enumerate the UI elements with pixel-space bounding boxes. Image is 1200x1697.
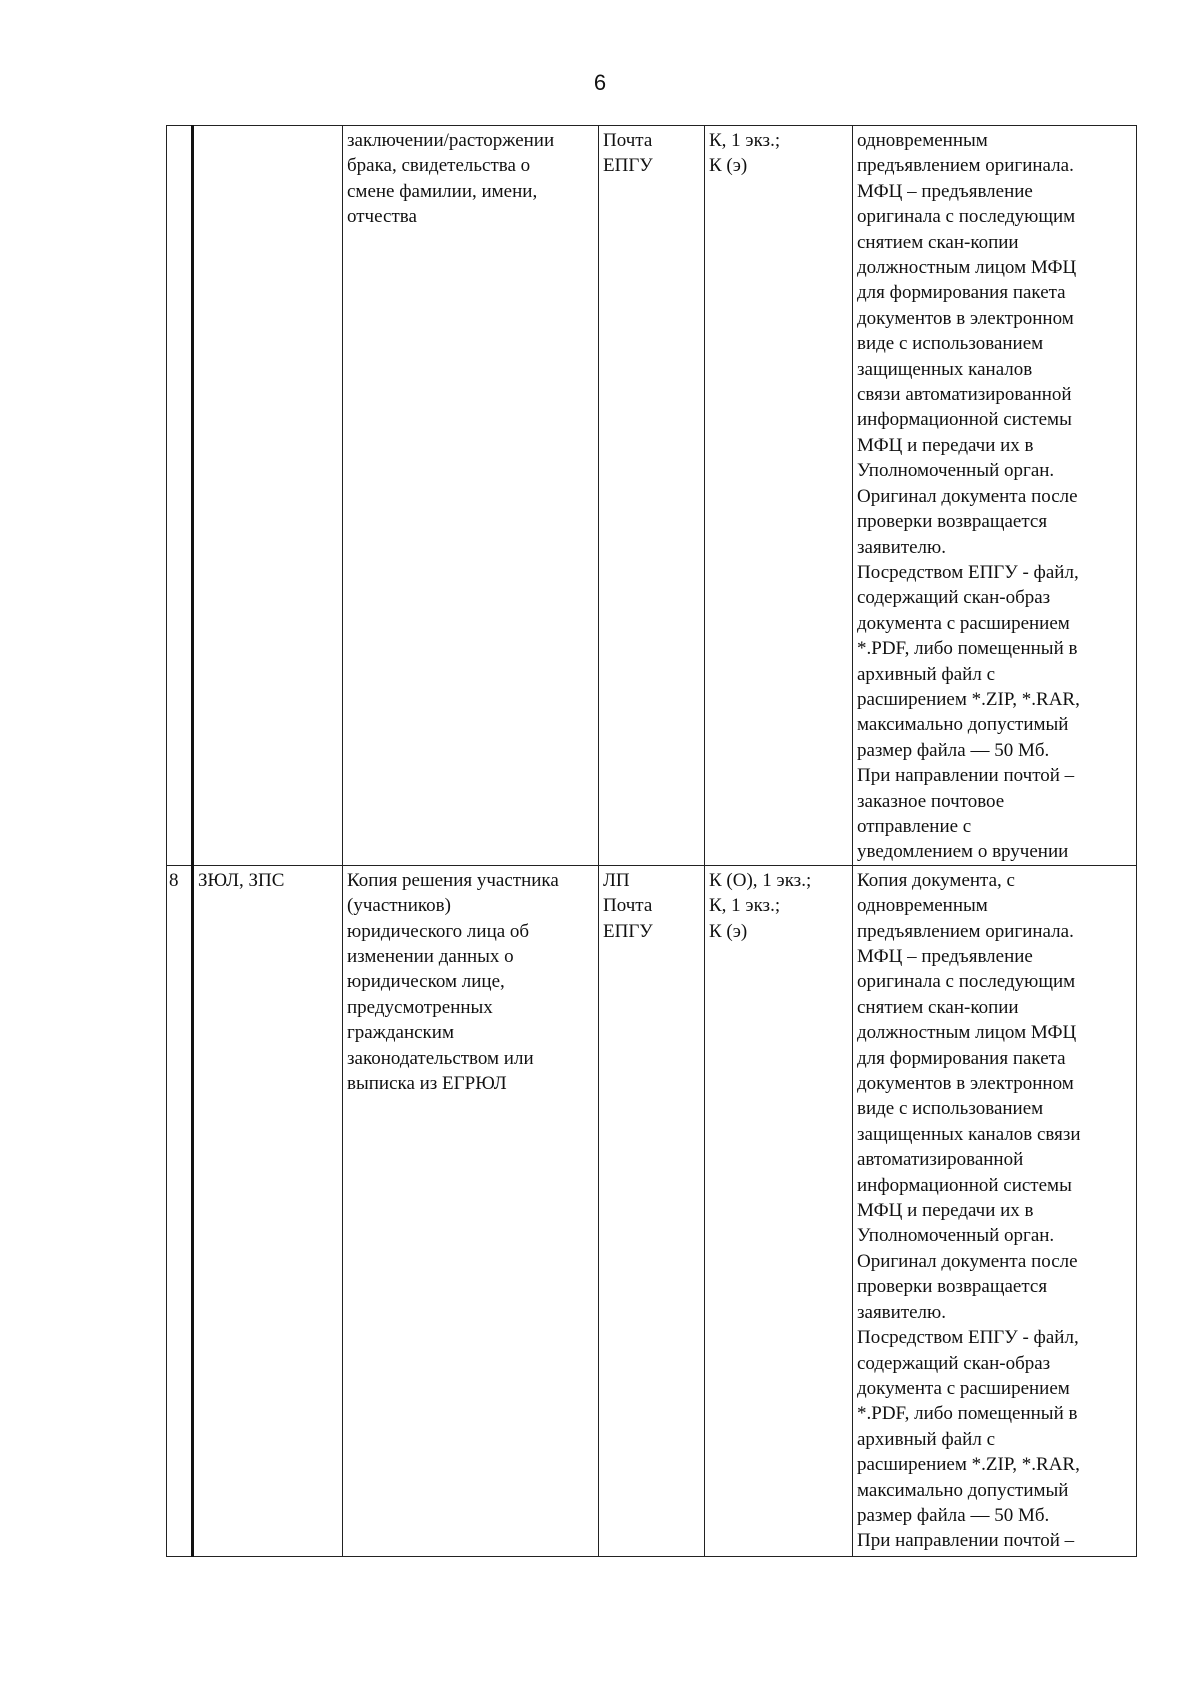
cell-text-line: выписка из ЕГРЮЛ	[347, 1073, 507, 1095]
cell-text-line: архивный файл с	[857, 663, 996, 685]
cell-text-line: Копия документа, с	[857, 869, 1015, 891]
cell-text-line: информационной системы	[857, 1174, 1072, 1196]
table-row	[167, 126, 1137, 866]
row-number-cell	[167, 865, 193, 1556]
cell-text-line: документа с расширением	[857, 612, 1070, 634]
cell-text-line: заявителю.	[857, 1301, 946, 1323]
cell-text-line: проверки возвращается	[857, 1276, 1048, 1298]
cell-text-line: предъявлением оригинала.	[857, 920, 1074, 942]
cell-text-line: МФЦ – предъявление	[857, 180, 1033, 202]
cell-text-line: расширением *.ZIP, *.RAR,	[857, 688, 1080, 710]
cell-text-line: Почта	[603, 130, 653, 151]
cell-text-line: Почта	[603, 895, 653, 917]
cell-text-line: оригинала с последующим	[857, 971, 1076, 993]
cell-text-line: документов в электронном	[857, 307, 1074, 329]
applicant-cell	[193, 126, 343, 866]
cell-text-line: одновременным	[857, 895, 988, 917]
cell-text-line: размер файла — 50 Мб.	[857, 739, 1050, 761]
form-cell	[705, 126, 853, 866]
cell-text-line: связи автоматизированной	[857, 384, 1072, 406]
cell-text-line: информационной системы	[857, 409, 1072, 431]
cell-text-line: *.PDF, либо помещенный в	[857, 638, 1078, 660]
cell-text-line: предусмотренных	[347, 996, 493, 1018]
cell-text-line: законодательством или	[347, 1047, 534, 1069]
cell-text-line: автоматизированной	[857, 1149, 1024, 1171]
cell-text-line: должностным лицом МФЦ	[857, 257, 1077, 279]
cell-text-line: заявителю.	[857, 536, 946, 558]
cell-text-line: защищенных каналов	[857, 358, 1033, 380]
applicant-cell	[193, 865, 343, 1556]
cell-text-line: предъявлением оригинала.	[857, 155, 1074, 177]
cell-text-line: Посредством ЕПГУ - файл,	[857, 1327, 1079, 1349]
cell-text-line: изменении данных о	[347, 946, 514, 967]
cell-text-line: архивный файл с	[857, 1428, 996, 1450]
cell-text-line: заключении/расторжении	[347, 130, 555, 151]
cell-text-line: гражданским	[347, 1022, 454, 1044]
document-cell	[343, 865, 599, 1556]
cell-text-line: К (э)	[709, 155, 748, 177]
cell-text-line: проверки возвращается	[857, 511, 1048, 533]
row-number-cell	[167, 126, 193, 866]
cell-text-line: для формирования пакета	[857, 282, 1066, 304]
row-number: 8	[169, 869, 179, 891]
cell-text-line: заказное почтовое	[857, 790, 1005, 812]
cell-text-line: снятием скан-копии	[857, 231, 1019, 253]
cell-text-line: отчества	[347, 206, 417, 228]
channel-cell	[599, 126, 705, 866]
cell-text-line: юридическом лице,	[347, 971, 505, 993]
form-cell	[705, 865, 853, 1556]
cell-text-line: содержащий скан-образ	[857, 1352, 1051, 1374]
table-body	[167, 126, 1137, 1557]
cell-text-line: виде с использованием	[857, 333, 1044, 355]
cell-text-line: максимально допустимый	[857, 714, 1069, 736]
cell-text-line: К (э)	[709, 920, 748, 942]
cell-text-line: МФЦ – предъявление	[857, 946, 1033, 967]
cell-text-line: (участников)	[347, 895, 451, 917]
cell-text-line: защищенных каналов связи	[857, 1123, 1081, 1145]
cell-text-line: для формирования пакета	[857, 1047, 1066, 1069]
cell-text-line: Оригинал документа после	[857, 485, 1078, 507]
cell-text-line: брака, свидетельства о	[347, 155, 531, 177]
cell-text-line: уведомлением о вручении	[857, 841, 1069, 863]
notes-cell	[853, 865, 1137, 1556]
cell-text-line: размер файла — 50 Мб.	[857, 1504, 1050, 1526]
cell-text-line: смене фамилии, имени,	[347, 180, 538, 202]
cell-text-line: одновременным	[857, 130, 988, 151]
cell-text-line: При направлении почтой –	[857, 765, 1075, 787]
cell-text-line: Посредством ЕПГУ - файл,	[857, 561, 1079, 583]
cell-text-line: МФЦ и передачи их в	[857, 1200, 1034, 1222]
cell-text-line: Уполномоченный орган.	[857, 1225, 1055, 1247]
cell-text-line: К, 1 экз.;	[709, 895, 781, 917]
cell-text-line: ЛП	[603, 869, 630, 891]
page-number: 6	[593, 70, 607, 95]
applicant-label: ЗЮЛ, ЗПС	[198, 869, 285, 891]
cell-text-line: виде с использованием	[857, 1098, 1044, 1120]
cell-text-line: должностным лицом МФЦ	[857, 1022, 1077, 1044]
cell-text-line: максимально допустимый	[857, 1479, 1069, 1501]
notes-cell	[853, 126, 1137, 866]
cell-text-line: При направлении почтой –	[857, 1530, 1075, 1552]
cell-text-line: расширением *.ZIP, *.RAR,	[857, 1454, 1080, 1476]
document-cell	[343, 126, 599, 866]
cell-text-line: Уполномоченный орган.	[857, 460, 1055, 482]
cell-text-line: снятием скан-копии	[857, 996, 1019, 1018]
cell-text-line: Копия решения участника	[347, 869, 559, 891]
cell-text-line: оригинала с последующим	[857, 206, 1076, 228]
cell-text-line: ЕПГУ	[603, 920, 653, 942]
table-row	[167, 865, 1137, 1556]
cell-text-line: К, 1 экз.;	[709, 130, 781, 151]
cell-text-line: ЕПГУ	[603, 155, 653, 177]
documents-table	[166, 125, 1137, 1557]
cell-text-line: содержащий скан-образ	[857, 587, 1051, 609]
cell-text-line: отправление с	[857, 815, 972, 837]
cell-text-line: Оригинал документа после	[857, 1250, 1078, 1272]
cell-text-line: МФЦ и передачи их в	[857, 434, 1034, 456]
cell-text-line: документа с расширением	[857, 1377, 1070, 1399]
cell-text-line: юридического лица об	[347, 920, 530, 942]
cell-text-line: документов в электронном	[857, 1073, 1074, 1095]
cell-text-line: К (О), 1 экз.;	[709, 869, 812, 891]
channel-cell	[599, 865, 705, 1556]
cell-text-line: *.PDF, либо помещенный в	[857, 1403, 1078, 1425]
